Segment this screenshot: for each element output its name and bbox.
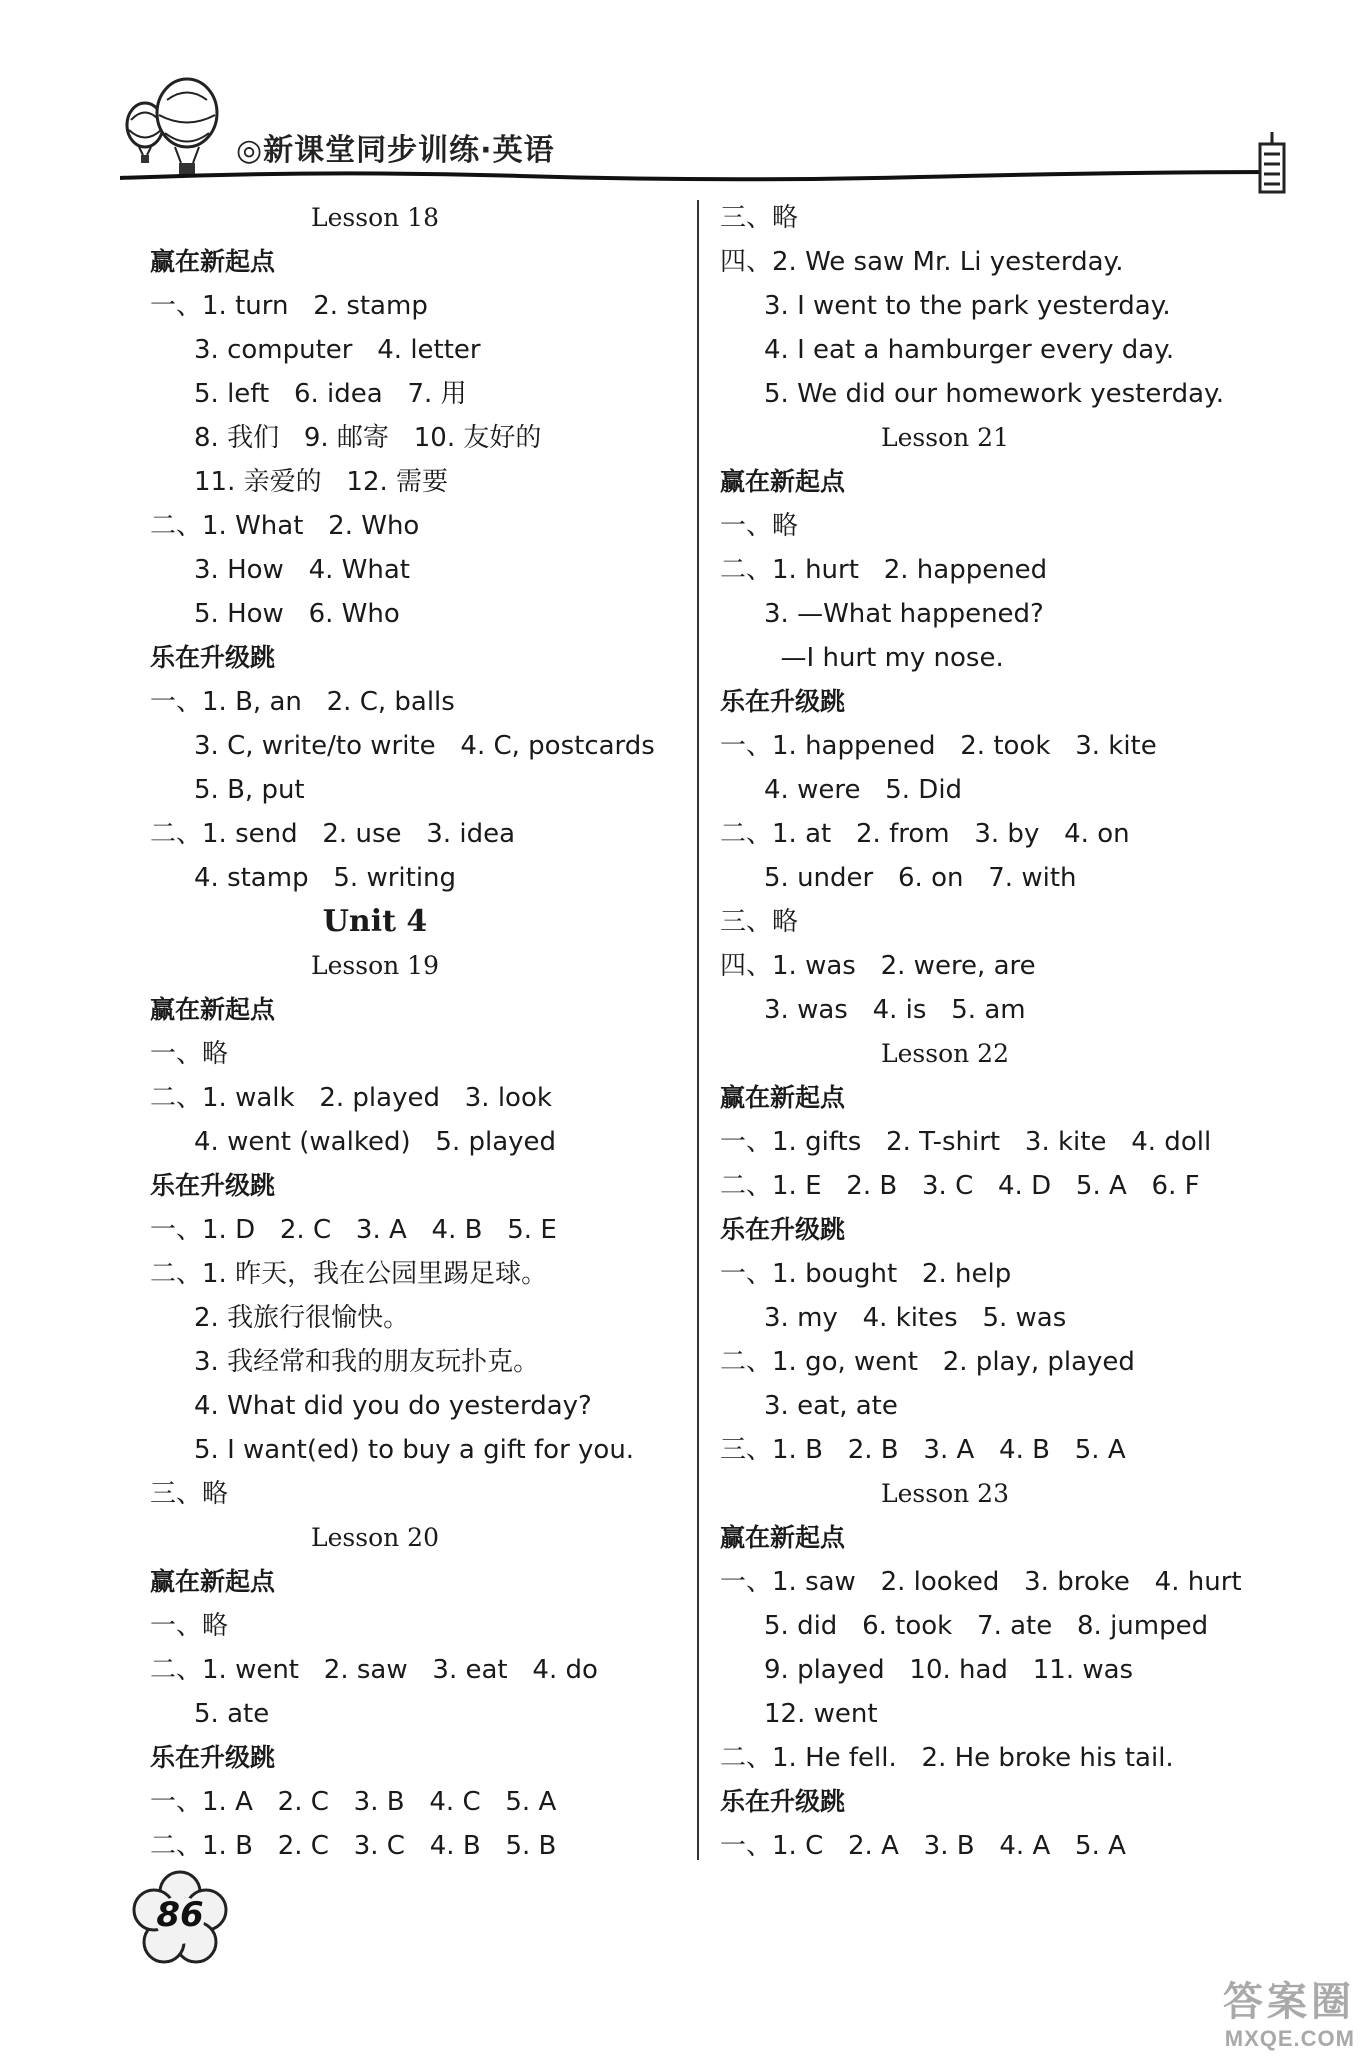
lesson-heading: Lesson 22 (881, 1039, 1009, 1068)
answer-line: 4. stamp 5. writing (194, 863, 457, 893)
answer-line: 一、1. B, an 2. C, balls (150, 687, 455, 717)
header-title: ◎新课堂同步训练·英语 (236, 133, 555, 168)
section-heading: 乐在升级跳 (720, 1215, 846, 1244)
answer-line: 三、略 (720, 907, 799, 937)
answer-line: 一、1. saw 2. looked 3. broke 4. hurt (720, 1567, 1242, 1597)
answer-line: 一、1. gifts 2. T-shirt 3. kite 4. doll (720, 1127, 1212, 1157)
answer-line: 5. did 6. took 7. ate 8. jumped (764, 1611, 1209, 1641)
lesson-heading: Lesson 18 (311, 203, 439, 232)
answer-line: 4. went (walked) 5. played (194, 1127, 557, 1157)
answer-line: 三、略 (720, 203, 799, 233)
answer-line: 一、略 (150, 1611, 229, 1641)
answer-line: 3. was 4. is 5. am (764, 995, 1026, 1025)
section-heading: 赢在新起点 (720, 467, 846, 496)
section-heading: 赢在新起点 (150, 995, 276, 1024)
answer-line: 12. went (764, 1699, 878, 1729)
answer-line: 二、1. went 2. saw 3. eat 4. do (150, 1655, 598, 1685)
lesson-heading: Lesson 23 (881, 1479, 1009, 1508)
watermark (1075, 1970, 1365, 2060)
page-header (0, 0, 1368, 200)
answer-line: 2. 我旅行很愉快。 (194, 1303, 410, 1333)
answer-line: 三、1. B 2. B 3. A 4. B 5. A (720, 1435, 1126, 1465)
lesson-heading: Lesson 20 (311, 1523, 439, 1552)
answer-line: 11. 亲爱的 12. 需要 (194, 467, 449, 497)
answer-line: 一、1. A 2. C 3. B 4. C 5. A (150, 1787, 557, 1817)
answer-line: 3. eat, ate (764, 1391, 898, 1421)
unit-heading: Unit 4 (322, 904, 428, 939)
answer-line: 一、1. bought 2. help (720, 1259, 1012, 1289)
answer-line: 二、1. walk 2. played 3. look (150, 1083, 552, 1113)
answer-line: 3. —What happened? (764, 599, 1044, 629)
answer-line: 二、1. He fell. 2. He broke his tail. (720, 1743, 1174, 1773)
answer-line: 4. What did you do yesterday? (194, 1391, 592, 1421)
page-number: 86 (156, 1895, 204, 1935)
answer-line: 5. We did our homework yesterday. (764, 379, 1224, 409)
section-heading: 乐在升级跳 (150, 1743, 276, 1772)
section-heading: 赢在新起点 (150, 247, 276, 276)
section-heading: 赢在新起点 (720, 1523, 846, 1552)
hot-air-balloons-icon (115, 75, 225, 180)
answer-line: 二、1. 昨天，我在公园里踢足球。 (150, 1259, 548, 1289)
answer-line: 一、1. turn 2. stamp (150, 291, 428, 321)
watermark-url: MXQE.COM (1224, 2026, 1355, 2051)
answer-line: 3. C, write/to write 4. C, postcards (194, 731, 655, 761)
section-heading: 乐在升级跳 (150, 643, 276, 672)
answer-line: 一、略 (150, 1039, 229, 1069)
answer-line: 3. I went to the park yesterday. (764, 291, 1171, 321)
answer-line: 3. 我经常和我的朋友玩扑克。 (194, 1347, 540, 1377)
watermark-logo-text: 答案圈 (1223, 1980, 1355, 2024)
answer-line: 一、1. C 2. A 3. B 4. A 5. A (720, 1831, 1126, 1861)
answer-line: 9. played 10. had 11. was (764, 1655, 1134, 1685)
section-heading: 乐在升级跳 (150, 1171, 276, 1200)
answer-line: 二、1. What 2. Who (150, 511, 420, 541)
corner-decoration-icon (1256, 130, 1288, 200)
answer-line: 5. How 6. Who (194, 599, 400, 629)
answer-line: 4. I eat a hamburger every day. (764, 335, 1175, 365)
answer-line: 5. left 6. idea 7. 用 (194, 379, 467, 409)
answer-line: 二、1. at 2. from 3. by 4. on (720, 819, 1130, 849)
lesson-heading: Lesson 19 (311, 951, 439, 980)
answer-line: 二、1. hurt 2. happened (720, 555, 1048, 585)
answer-column-right (720, 196, 1280, 1868)
section-heading: 赢在新起点 (150, 1567, 276, 1596)
header-rule (120, 168, 1280, 184)
answer-line: 3. my 4. kites 5. was (764, 1303, 1067, 1333)
column-divider (697, 200, 699, 1860)
answer-line: 5. B, put (194, 775, 305, 805)
section-heading: 乐在升级跳 (720, 1787, 846, 1816)
answer-line: 四、1. was 2. were, are (720, 951, 1036, 981)
answer-line: 5. ate (194, 1699, 270, 1729)
section-heading: 乐在升级跳 (720, 687, 846, 716)
lesson-heading: Lesson 21 (881, 423, 1009, 452)
answer-column-left (150, 196, 690, 1868)
answer-line: 5. I want(ed) to buy a gift for you. (194, 1435, 635, 1465)
answer-line: —I hurt my nose. (764, 643, 1004, 673)
answer-line: 二、1. B 2. C 3. C 4. B 5. B (150, 1831, 557, 1861)
answer-line: 5. under 6. on 7. with (764, 863, 1077, 893)
section-heading: 赢在新起点 (720, 1083, 846, 1112)
answer-line: 三、略 (150, 1479, 229, 1509)
answer-line: 4. were 5. Did (764, 775, 963, 805)
answer-line: 二、1. go, went 2. play, played (720, 1347, 1135, 1377)
answer-line: 一、1. happened 2. took 3. kite (720, 731, 1157, 761)
answer-line: 一、略 (720, 511, 799, 541)
answer-line: 一、1. D 2. C 3. A 4. B 5. E (150, 1215, 557, 1245)
answer-line: 3. computer 4. letter (194, 335, 481, 365)
answer-line: 8. 我们 9. 邮寄 10. 友好的 (194, 423, 542, 453)
answer-line: 四、2. We saw Mr. Li yesterday. (720, 247, 1124, 277)
answer-line: 二、1. E 2. B 3. C 4. D 5. A 6. F (720, 1171, 1200, 1201)
answer-line: 二、1. send 2. use 3. idea (150, 819, 516, 849)
answer-line: 3. How 4. What (194, 555, 410, 585)
